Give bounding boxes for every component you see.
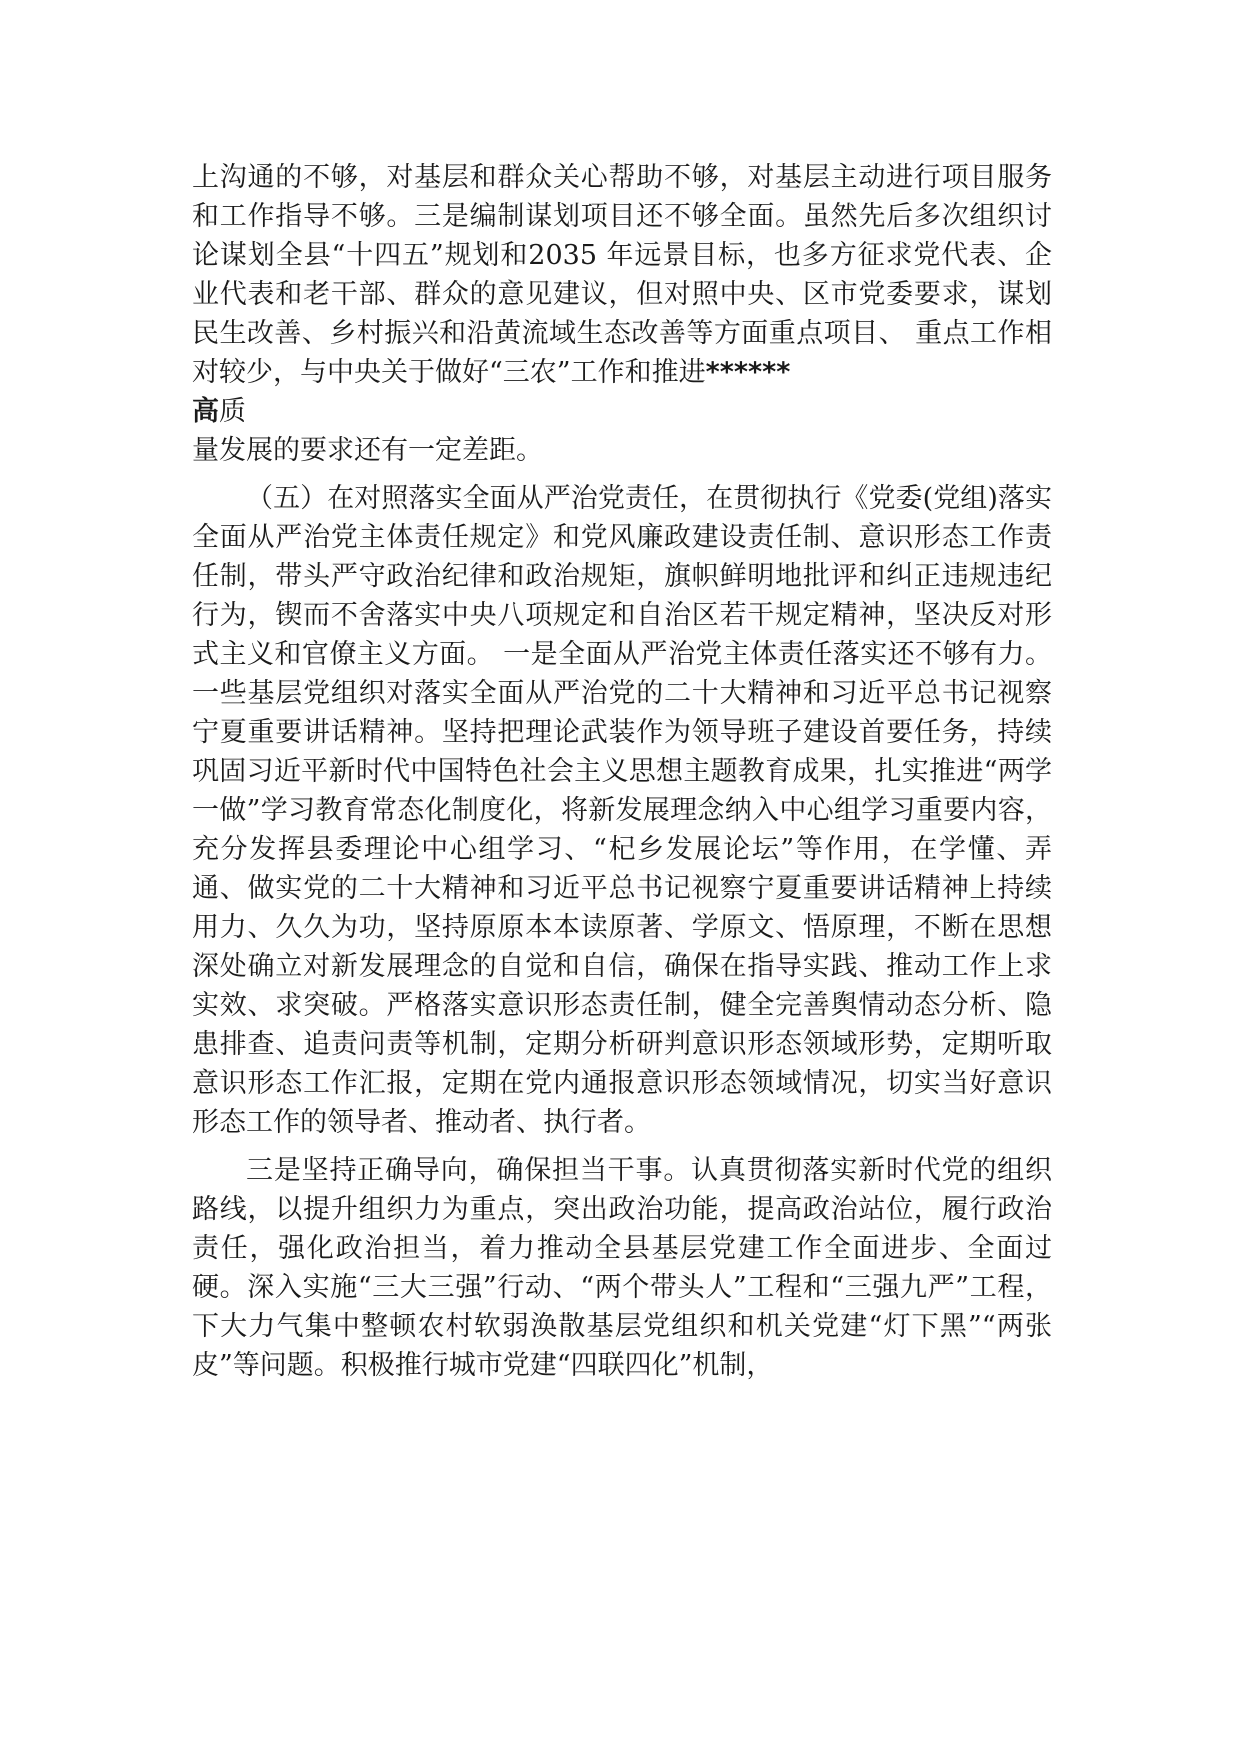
paragraph-1-wrapped-line: [192, 392, 1052, 431]
paragraph-2: （五）在对照落实全面从严治党责任，在贯彻执行《党委(党组)落实全面从严治党主体责任规定》和党风廉政建设责任制、意识形态工作责任制，带头严守政治纪律和政治规矩，旗帜鲜明地批评和纠正违规违纪行为，锲而不舍落实中央八项规定和自治区若干规定精神，坚决反对形式主义和官僚主义方面。 一是全面从严治党主体责任落实还不够有力。 一些基层党组织对落实全面从严治党的二十大精神和习近平总书记视察宁夏重要讲话精神。坚持把理论武装作为领导班子建设首要任务，持续巩固习近平新时代中国特色社会主义思想主题教育成果，扎实推进“两学一做”学习教育常态化制度化，将新发展理念纳入中心组学习重要内容，充分发挥县委理论中心组学习、“杞乡发展论坛”等作用，在学懂、弄通、做实党的二十大精神和习近平总书记视察宁夏重要讲话精神上持续用力、久久为功，坚持原原本本读原著、学原文、悟原理，不断在思想深处确立对新发展理念的自觉和自信，确保在指导实践、推动工作上求实效、求突破。严格落实意识形态责任制，健全完善舆情动态分析、隐患排查、追责问责等机制，定期分析研判意识形态领域形势，定期听取意识形态工作汇报，定期在党内通报意识形态领域情况，切实当好意识形态工作的领导者、推动者、执行者。: [192, 483, 1052, 1138]
bold-character: 高: [192, 396, 219, 427]
tail-character: 质: [219, 396, 246, 427]
document-body: [192, 158, 1052, 1385]
redacted-mask: ******: [705, 357, 791, 388]
paragraph-3: 三是坚持正确导向，确保担当干事。认真贯彻落实新时代党的组织路线，以提升组织力为重点，突出政治功能，提高政治站位，履行政治责任，强化政治担当，着力推动全县基层党建工作全面进步、全面过硬。深入实施“三大三强”行动、“两个带头人”工程和“三强九严”工程，下大力气集中整顿农村软弱涣散基层党组织和机关党建“灯下黑”“两张皮”等问题。积极推行城市党建“四联四化”机制，: [192, 1155, 1052, 1381]
paragraph-1-text: 上沟通的不够，对基层和群众关心帮助不够，对基层主动进行项目服务和工作指导不够。三是编制谋划项目还不够全面。虽然先后多次组织讨论谋划全县“十四五”规划和2035 年远景目标，也多方征求党代表、企业代表和老干部、群众的意见建议，但对照中央、区市党委要求，谋划民生改善、乡村振兴和沿黄流域生态改善等方面重点项目、 重点工作相对较少，与中央关于做好“三农”工作和推进: [192, 162, 1052, 388]
paragraph-1: [192, 158, 1052, 470]
paragraph-1-last-line: 量发展的要求还有一定差距。: [192, 435, 543, 466]
